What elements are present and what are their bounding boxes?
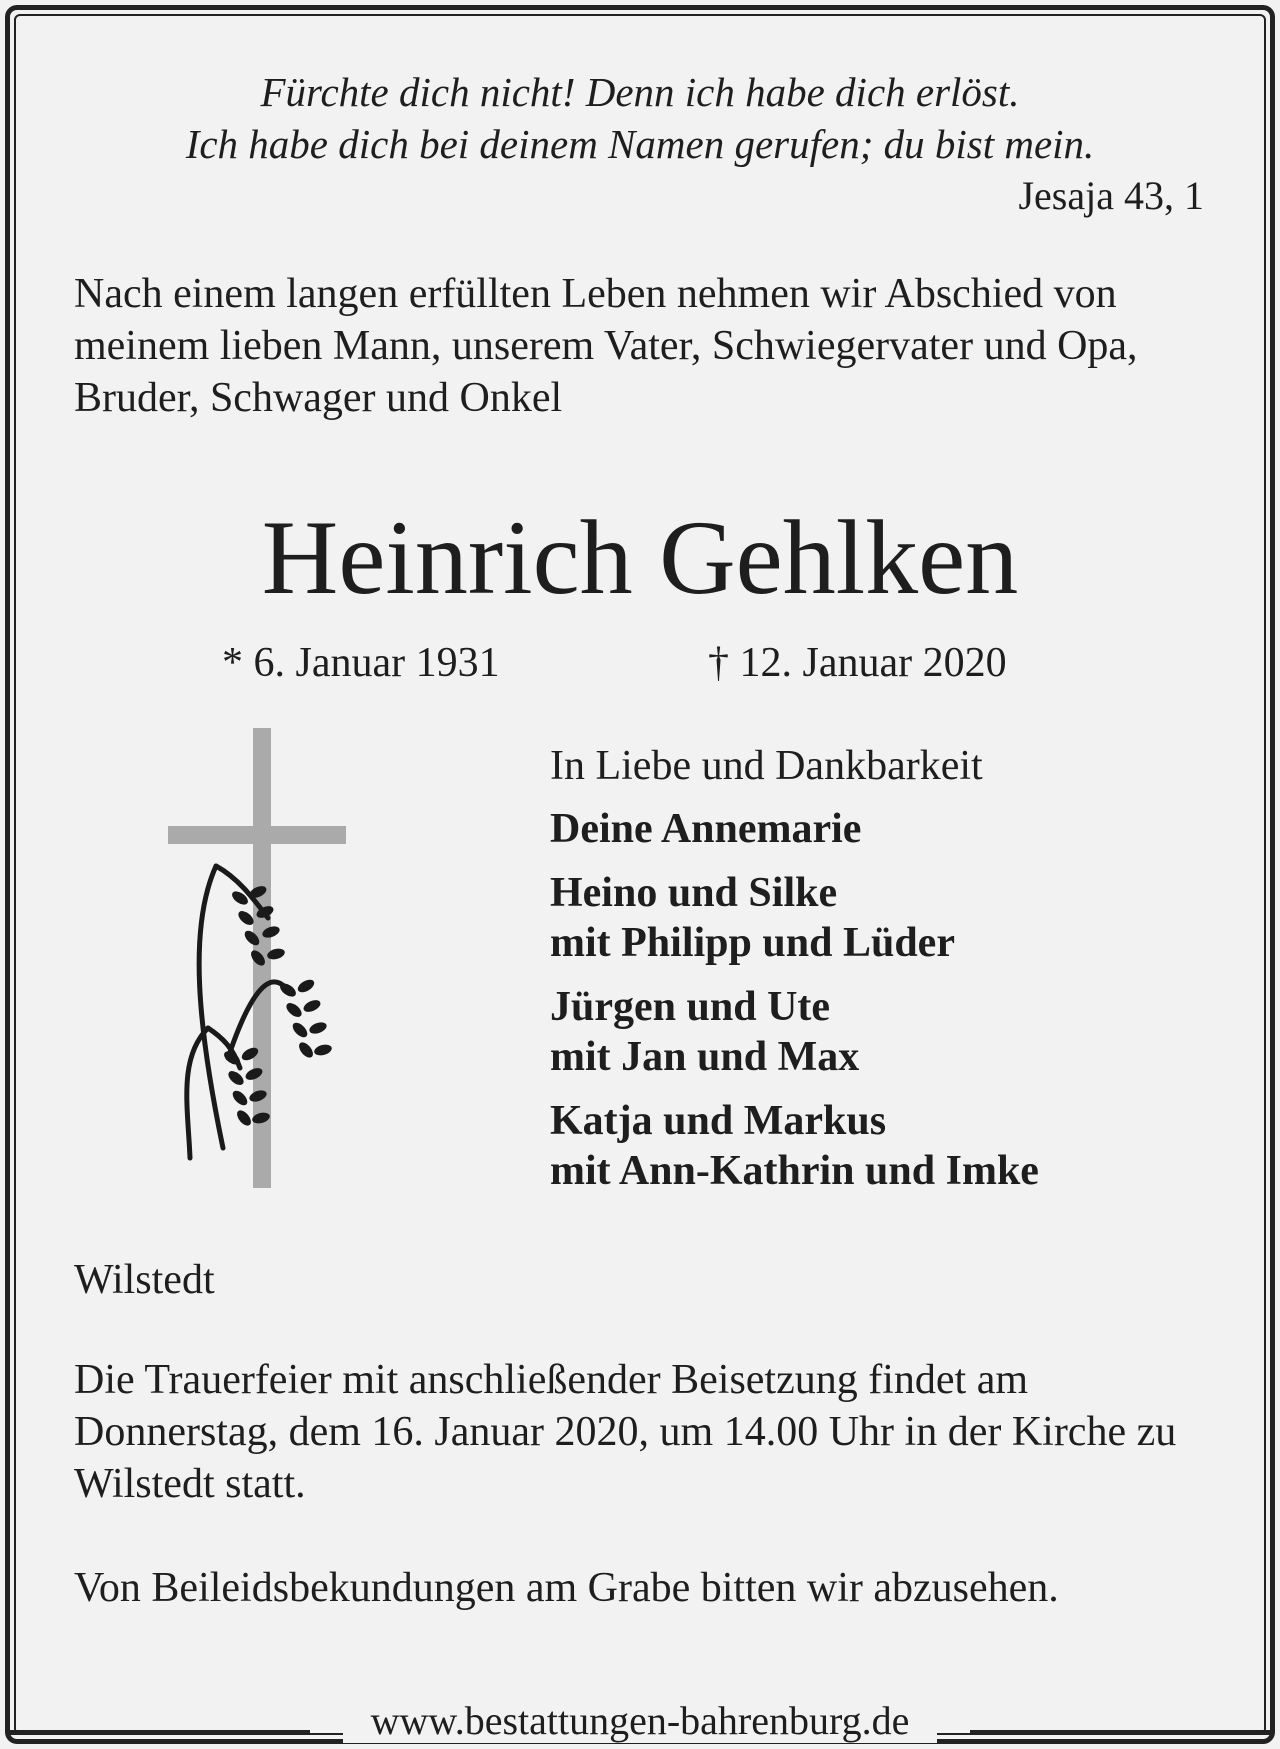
website-link[interactable]: www.bestattungen-bahrenburg.de: [343, 1698, 938, 1743]
mourners-greeting: In Liebe und Dankbarkeit: [550, 743, 983, 789]
ceremony-notice: Die Trauerfeier mit anschließender Beisetzung findet am Donnerstag, dem 16. Januar 2020, um 14.00 Uhr in der Kirche zu Wilstedt statt.: [74, 1357, 1177, 1507]
bible-verse-line-2: Ich habe dich bei deinem Namen gerufen; du bist mein.: [185, 121, 1095, 167]
condolence-notice: Von Beileidsbekundungen am Grabe bitten wir abzusehen.: [74, 1565, 1059, 1611]
mourner-group: [550, 868, 1240, 968]
wheat-ears: [222, 884, 333, 1128]
mourner-group: [550, 982, 1240, 1082]
mourner-group: [550, 804, 1240, 854]
mourner-line: mit Ann-Kathrin und Imke: [550, 1148, 1039, 1194]
bible-verse-source: Jesaja 43, 1: [1018, 173, 1204, 218]
website-footer: [0, 1698, 1280, 1744]
mourner-line: mit Jan und Max: [550, 1034, 860, 1080]
birth-date: * 6. Januar 1931: [222, 640, 500, 686]
mourner-group: [550, 1096, 1240, 1196]
bible-verse: [74, 66, 1206, 170]
place-name: Wilstedt: [74, 1257, 215, 1303]
mourners-list: [550, 740, 1240, 1210]
mourner-line: Jürgen und Ute: [550, 984, 831, 1030]
mourner-line: mit Philipp und Lüder: [550, 920, 955, 966]
bible-verse-line-1: Fürchte dich nicht! Denn ich habe dich erlöst.: [260, 69, 1020, 115]
death-date: † 12. Januar 2020: [708, 640, 1007, 686]
intro-text: Nach einem langen erfüllten Leben nehmen wir Abschied von meinem lieben Mann, unserem Vater, Schwiegervater und Opa, Bruder, Schwager und Onkel: [74, 271, 1138, 421]
deceased-name: Heinrich Gehlken: [261, 499, 1019, 616]
mourner-line: Katja und Markus: [550, 1098, 887, 1144]
cross-with-wheat-icon: [168, 728, 368, 1188]
cross-horizontal-beam: [168, 826, 346, 844]
mourner-line: Deine Annemarie: [550, 806, 862, 852]
mourner-line: Heino und Silke: [550, 870, 838, 916]
